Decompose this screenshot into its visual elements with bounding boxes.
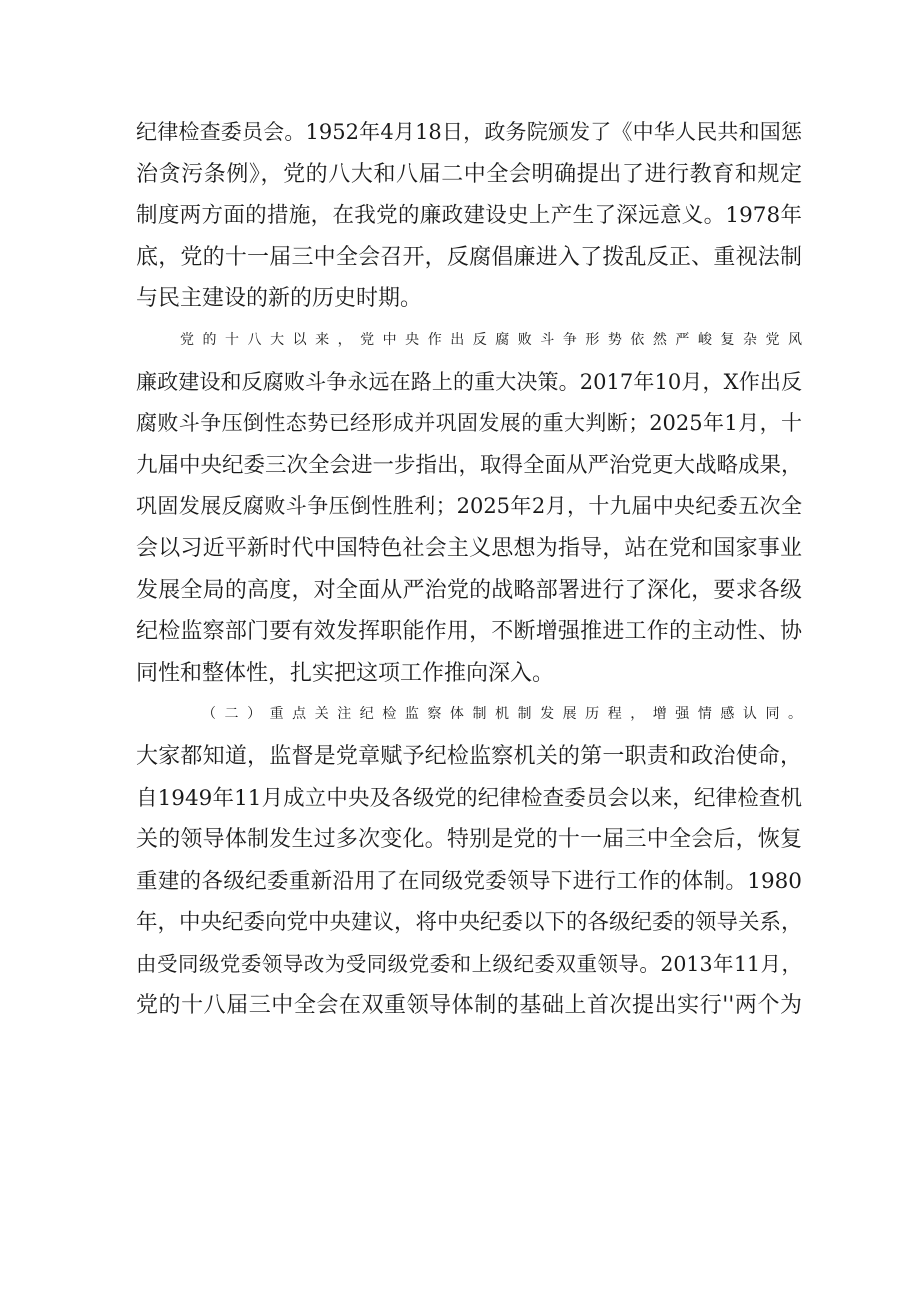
text-line: 大家都知道，监督是党章赋予纪检监察机关的第一职责和政治使命， bbox=[136, 743, 802, 769]
text-line: 纪检监察部门要有效发挥职能作用，不断增强推进工作的主动性、协 bbox=[136, 619, 802, 645]
text-line: 九届中央纪委三次全会进一步指出，取得全面从严治党更大战略成果， bbox=[136, 452, 803, 478]
text-line: 治贪污条例》，党的八大和八届二中全会明确提出了进行教育和规定 bbox=[136, 161, 802, 187]
text-line: 重建的各级纪委重新沿用了在同级党委领导下进行工作的体制。1980 bbox=[136, 868, 802, 894]
text-line: 同性和整体性，扎实把这项工作推向深入。 bbox=[136, 660, 555, 686]
text-line: 纪律检查委员会。1952年4月18日，政务院颁发了《中华人民共和国惩 bbox=[136, 120, 802, 144]
text-line: 腐败斗争压倒性态势已经形成并巩固发展的重大判断；2025年1月，十 bbox=[136, 411, 802, 436]
text-line: 巩固发展反腐败斗争压倒性胜利；2025年2月，十九届中央纪委五次全 bbox=[136, 494, 802, 519]
text-line: 与民主建设的新的历史时期。 bbox=[136, 286, 423, 312]
text-line: 廉政建设和反腐败斗争永远在路上的重大决策。2017年10月，X作出反 bbox=[136, 369, 802, 394]
text-line: 底，党的十一届三中全会召开，反腐倡廉进入了拨乱反正、重视法制 bbox=[136, 244, 802, 270]
text-line: 自1949年11月成立中央及各级党的纪律检查委员会以来，纪律检查机 bbox=[136, 785, 802, 811]
text-line: 发展全局的高度，对全面从严治党的战略部署进行了深化，要求各级 bbox=[136, 577, 802, 603]
text-line: 由受同级党委领导改为受同级党委和上级纪委双重领导。2013年11月， bbox=[136, 951, 802, 976]
document-body bbox=[136, 112, 802, 1027]
text-line: 关的领导体制发生过多次变化。特别是党的十一届三中全会后，恢复 bbox=[136, 827, 802, 853]
text-line: 党的十八大以来，党中央作出反腐败斗争形势依然严峻复杂党风 bbox=[180, 331, 802, 348]
text-line: 年，中央纪委向党中央建议，将中央纪委以下的各级纪委的领导关系， bbox=[136, 910, 803, 936]
text-line: （二）重点关注纪检监察体制机制发展历程，增强情感认同。 bbox=[202, 706, 802, 723]
text-line: 党的十八届三中全会在双重领导体制的基础上首次提出实行''两个为 bbox=[136, 993, 802, 1019]
text-line: 会以习近平新时代中国特色社会主义思想为指导，站在党和国家事业 bbox=[136, 535, 802, 561]
text-line: 制度两方面的措施，在我党的廉政建设史上产生了深远意义。1978年 bbox=[136, 203, 802, 229]
